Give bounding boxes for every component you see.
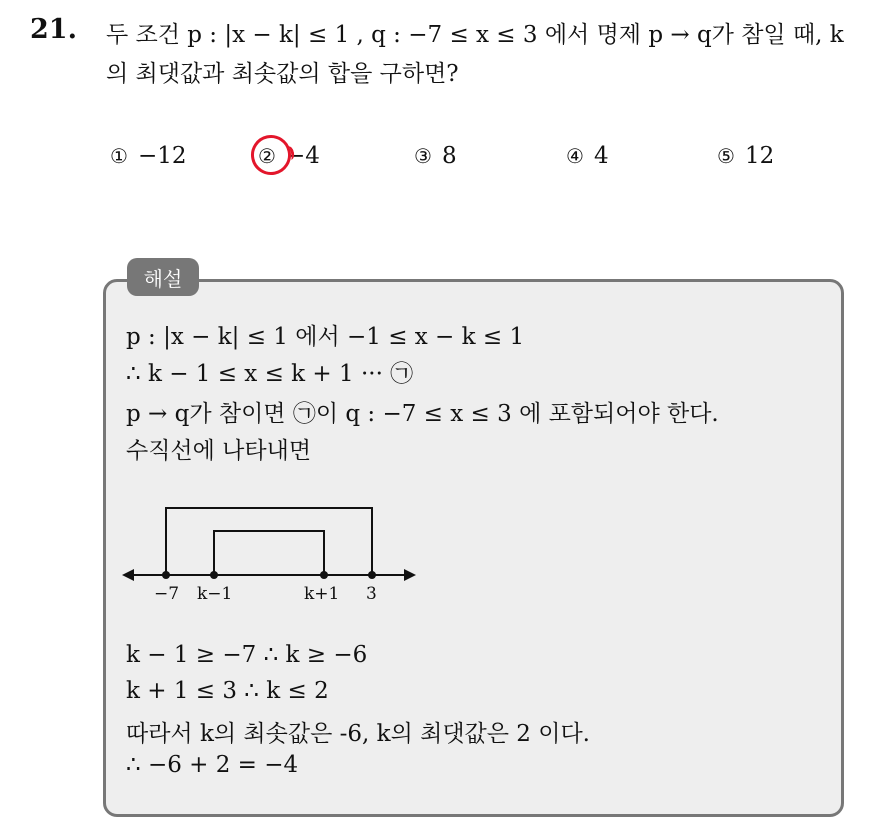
- interval-q-bracket: [166, 508, 372, 575]
- solution-line-1: p : |x − k| ≤ 1 에서 −1 ≤ x − k ≤ 1: [126, 324, 525, 350]
- label-3: 3: [366, 584, 377, 604]
- question-text-line-1: 두 조건 p : |x − k| ≤ 1 , q : −7 ≤ x ≤ 3 에서 명제 p → q가 참일 때, k: [106, 22, 844, 48]
- choice-3-mark: ③: [414, 144, 432, 168]
- choice-1[interactable]: [110, 143, 186, 169]
- left-arrow-icon: [122, 569, 134, 581]
- choice-3-value: 8: [441, 143, 457, 169]
- choice-1-value: −12: [137, 143, 187, 169]
- choice-4-mark: ④: [566, 144, 584, 168]
- solution-line-7: 따라서 k의 최솟값은 -6, k의 최댓값은 2 이다.: [126, 721, 590, 747]
- number-line-diagram: [120, 495, 420, 607]
- choice-4[interactable]: [566, 143, 609, 169]
- choice-5-mark: ⑤: [717, 144, 735, 168]
- question-text-line-2: 의 최댓값과 최솟값의 합을 구하면?: [106, 61, 459, 87]
- label-k-minus-1: k−1: [197, 584, 233, 604]
- choice-5-value: 12: [744, 143, 775, 169]
- choice-4-value: 4: [593, 143, 609, 169]
- choice-5[interactable]: [717, 143, 774, 169]
- solution-line-6: k + 1 ≤ 3 ∴ k ≤ 2: [126, 678, 329, 704]
- label-k-plus-1: k+1: [304, 584, 340, 604]
- solution-line-5: k − 1 ≥ −7 ∴ k ≥ −6: [126, 642, 368, 668]
- choice-3[interactable]: [414, 143, 457, 169]
- point-k-minus-1: [210, 571, 218, 579]
- choice-2-value: −4: [285, 143, 320, 169]
- interval-p-bracket: [214, 531, 324, 575]
- right-arrow-icon: [404, 569, 416, 581]
- solution-line-8: ∴ −6 + 2 = −4: [126, 752, 299, 778]
- solution-line-2: ∴ k − 1 ≤ x ≤ k + 1 ··· ㉠: [126, 361, 414, 387]
- solution-line-4: 수직선에 나타내면: [126, 438, 312, 464]
- selected-answer-circle: [247, 131, 294, 178]
- solution-tag: 해설: [127, 258, 199, 296]
- question-number: 21.: [30, 14, 77, 45]
- point-k-plus-1: [320, 571, 328, 579]
- solution-line-3: p → q가 참이면 ㉠이 q : −7 ≤ x ≤ 3 에 포함되어야 한다.: [126, 401, 719, 427]
- point-neg7: [162, 571, 170, 579]
- point-3: [368, 571, 376, 579]
- label-neg7: −7: [154, 584, 180, 604]
- choice-1-mark: ①: [110, 144, 128, 168]
- choice-2-mark: ②: [258, 144, 276, 168]
